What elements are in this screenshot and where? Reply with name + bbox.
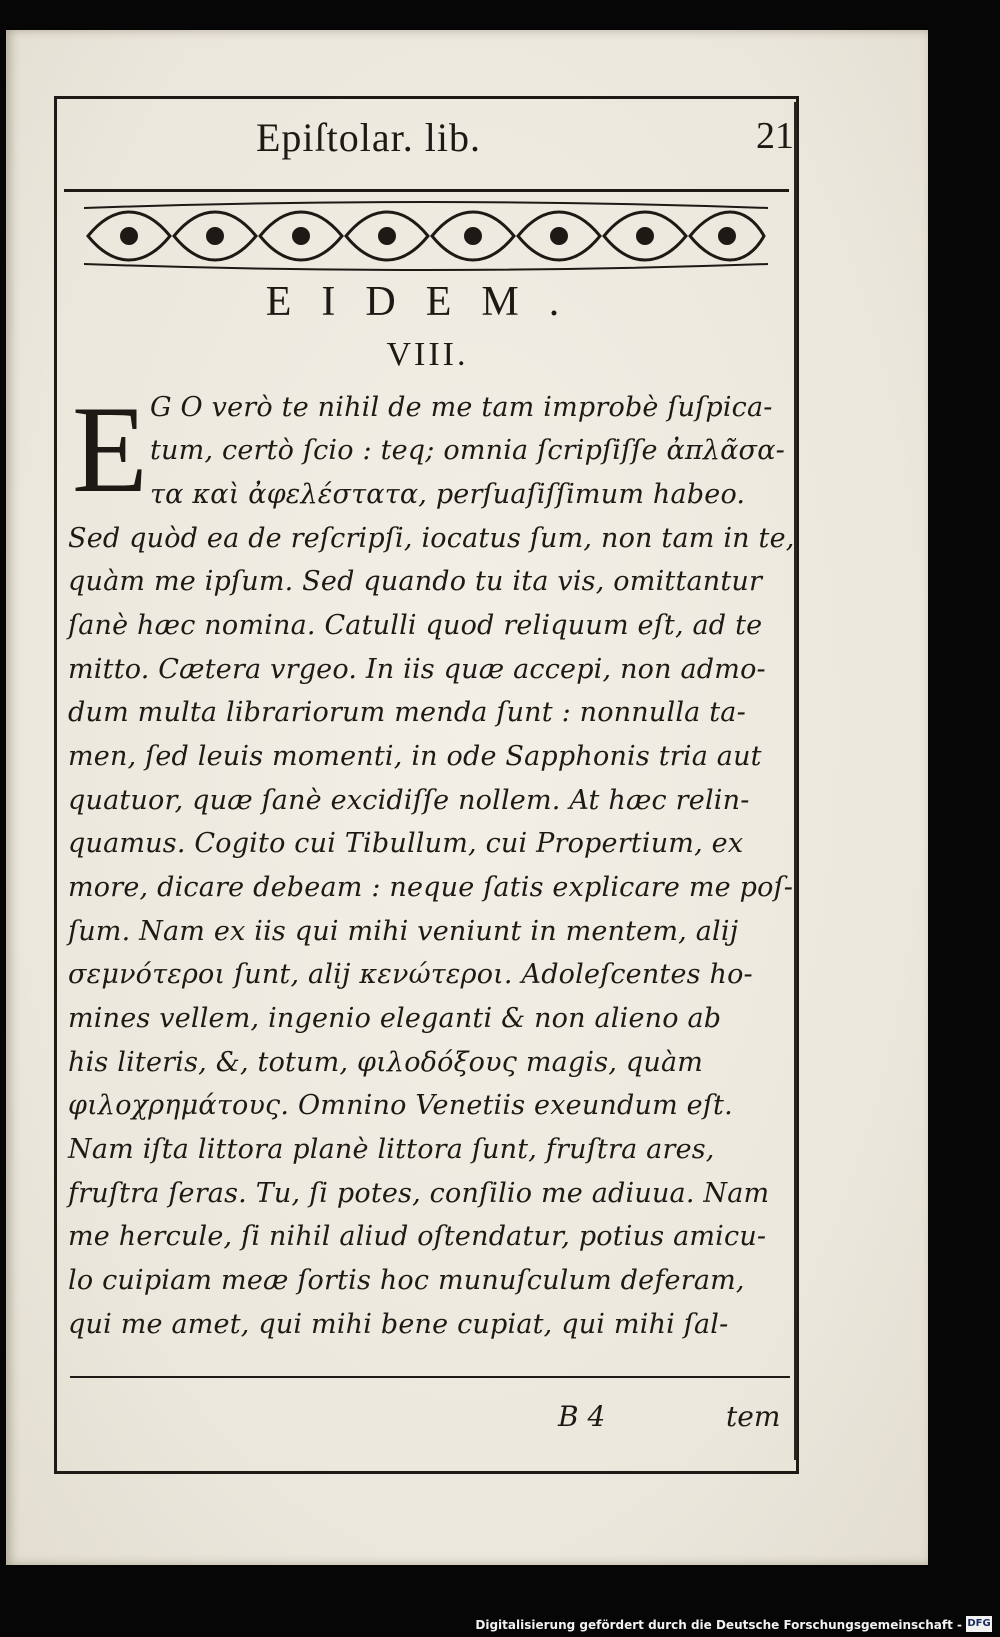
text-line: mines vellem, ingenio eleganti & non alieno ab: [68, 1003, 722, 1034]
catchword: tem: [726, 1400, 781, 1433]
text-line: mitto. Cætera vrgeo. In iis quæ accepi, non admo-: [68, 654, 766, 685]
text-line: qui me amet, qui mihi bene cupiat, qui mihi ſal-: [68, 1309, 729, 1340]
digitization-credit: Digitalisierung gefördert durch die Deutsche Forschungsgemeinschaft -: [475, 1618, 962, 1632]
text-line: φιλοχρημάτους. Omnino Venetiis exeundum eſt.: [68, 1090, 733, 1121]
text-line: dum multa librariorum menda ſunt : nonnulla ta-: [68, 697, 746, 728]
footer-rule: [70, 1376, 790, 1378]
text-line: quatuor, quæ ſanè excidiſſe nollem. At hæc relin-: [68, 785, 750, 816]
text-line: ſanè hæc nomina. Catulli quod reliquum eſt, ad te: [68, 610, 763, 641]
text-line: G O verò te nihil de me tam improbè ſuſpica-: [150, 392, 773, 423]
running-head: Epiſtolar. lib.: [256, 115, 481, 160]
text-line: more, dicare debeam : neque ſatis explicare me poſ-: [68, 872, 794, 903]
text-line: tum, certò ſcio : teq; omnia ſcripſiſſe ἀπλᾶσα-: [150, 435, 785, 466]
text-line: me hercule, ſi nihil aliud oſtendatur, potius amicu-: [68, 1221, 767, 1252]
text-line: τα καὶ ἀφελέστατα, perſuaſiſſimum habeo.: [150, 479, 746, 510]
letter-heading: EIDEM.: [265, 279, 590, 325]
text-line: lo cuipiam meæ ſortis hoc munuſculum deferam,: [68, 1265, 745, 1296]
text-line: σεμνότεροι ſunt, alij κενώτεροι. Adoleſcentes ho-: [68, 959, 753, 990]
drop-cap: E: [72, 381, 148, 518]
text-line: ſum. Nam ex iis qui mihi veniunt in mentem, alij: [68, 916, 739, 947]
letter-number: VIII.: [386, 336, 469, 373]
text-line: quàm me ipſum. Sed quando tu ita vis, omittantur: [68, 566, 763, 597]
signature-mark: B 4: [558, 1400, 606, 1433]
text-line: his literis, &, totum, φιλοδόξους magis, quàm: [68, 1047, 704, 1078]
page-number: 21: [756, 115, 794, 157]
header-rule: [64, 189, 789, 192]
text-line: Sed quòd ea de reſcripſi, iocatus ſum, non tam in te,: [68, 523, 795, 554]
decorative-ornament-band: [84, 196, 768, 276]
book-page: [6, 30, 928, 1565]
text-line: men, ſed leuis momenti, in ode Sapphonis tria aut: [68, 741, 762, 772]
text-line: Nam iſta littora planè littora ſunt, fruſtra ares,: [68, 1134, 715, 1165]
dfg-logo: DFG: [966, 1616, 992, 1632]
text-line: fruſtra ſeras. Tu, ſi potes, conſilio me adiuua. Nam: [68, 1178, 770, 1209]
text-line: quamus. Cogito cui Tibullum, cui Propertium, ex: [68, 828, 744, 859]
